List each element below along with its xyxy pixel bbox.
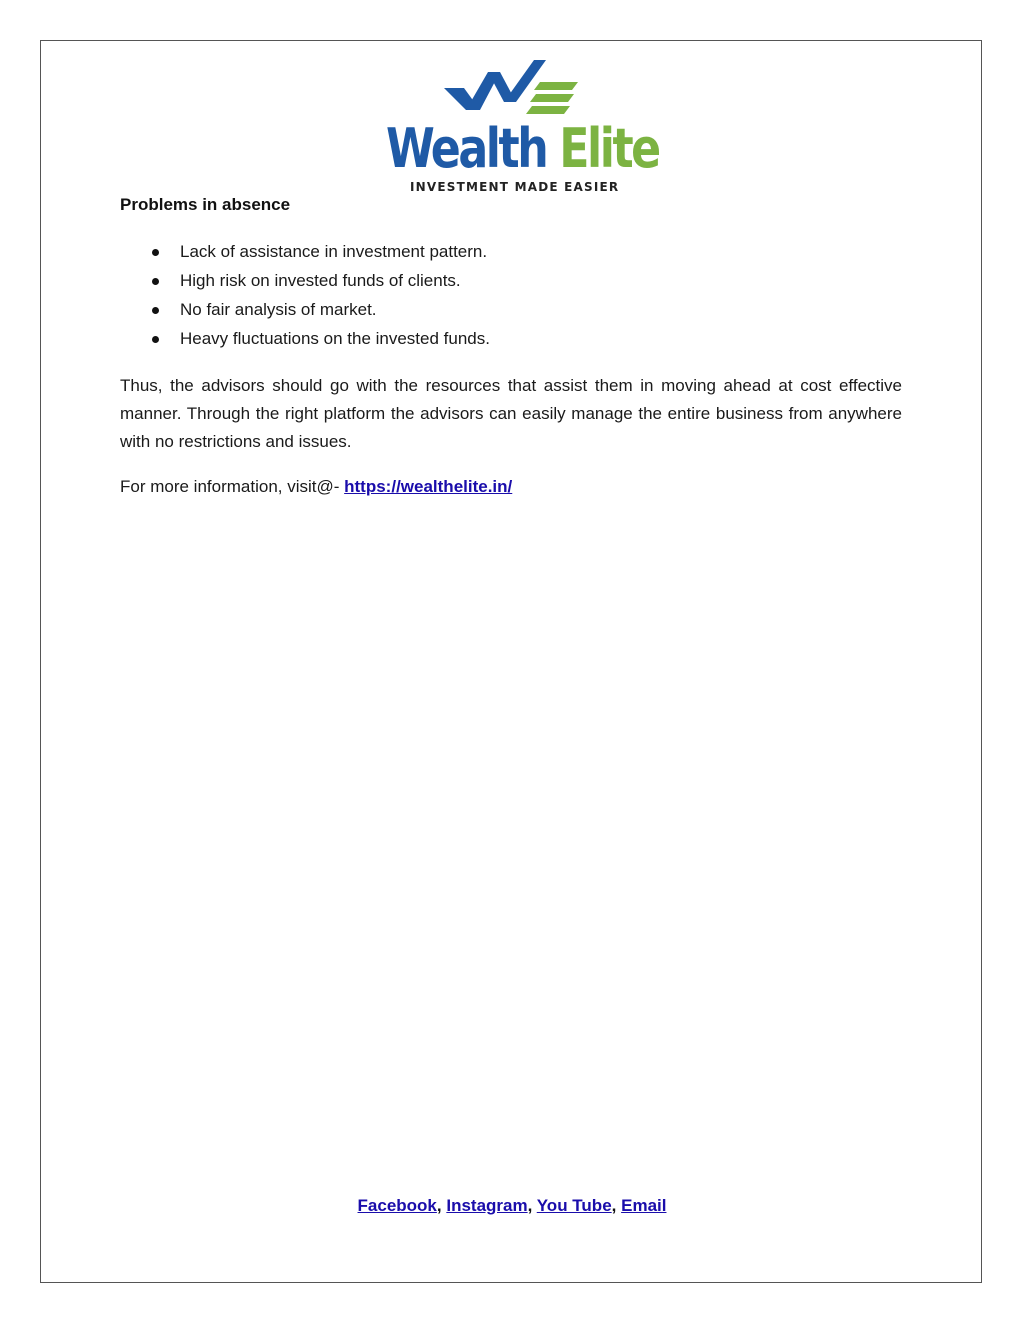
list-item-text: High risk on invested funds of clients. — [180, 271, 461, 290]
list-item-text: Lack of assistance in investment pattern. — [180, 242, 488, 261]
instagram-link[interactable]: Instagram — [446, 1196, 528, 1215]
body-paragraph: Thus, the advisors should go with the resources that assist them in moving ahead at cost effective manner. Through the right platform the advisors can easily manage the entire business from anywhere with no restrictions and issues. — [120, 376, 902, 451]
wealth-elite-logo — [386, 58, 659, 198]
page-border — [40, 40, 982, 1283]
link-separator: , — [527, 1196, 537, 1215]
bullet-icon — [152, 249, 159, 256]
bullet-icon — [152, 278, 159, 285]
youtube-link[interactable]: You Tube — [536, 1196, 612, 1215]
list-item — [120, 269, 490, 298]
list-item — [120, 240, 490, 269]
list-item — [120, 298, 490, 327]
logo-chart-icon — [444, 58, 584, 120]
website-link[interactable]: https://wealthelite.in/ — [344, 477, 513, 496]
logo-word-elite: Elite — [559, 117, 659, 180]
list-item-text: Heavy fluctuations on the invested funds. — [180, 329, 490, 348]
logo-word-wealth: Wealth — [386, 117, 547, 180]
link-separator: , — [436, 1196, 447, 1215]
more-info-line — [120, 474, 512, 500]
section-heading: Problems in absence — [120, 195, 291, 214]
bullet-icon — [152, 336, 159, 343]
logo-wordmark — [386, 117, 659, 180]
problems-list — [120, 240, 490, 356]
email-link[interactable]: Email — [621, 1196, 667, 1215]
bullet-icon — [152, 307, 159, 314]
more-info-text: For more information, visit@- — [120, 477, 345, 496]
social-links — [0, 1193, 1024, 1219]
list-item — [120, 327, 490, 356]
link-separator: , — [611, 1196, 622, 1215]
list-item-text: No fair analysis of market. — [180, 300, 377, 319]
logo-tagline: INVESTMENT MADE EASIER — [410, 180, 620, 194]
facebook-link[interactable]: Facebook — [357, 1196, 437, 1215]
